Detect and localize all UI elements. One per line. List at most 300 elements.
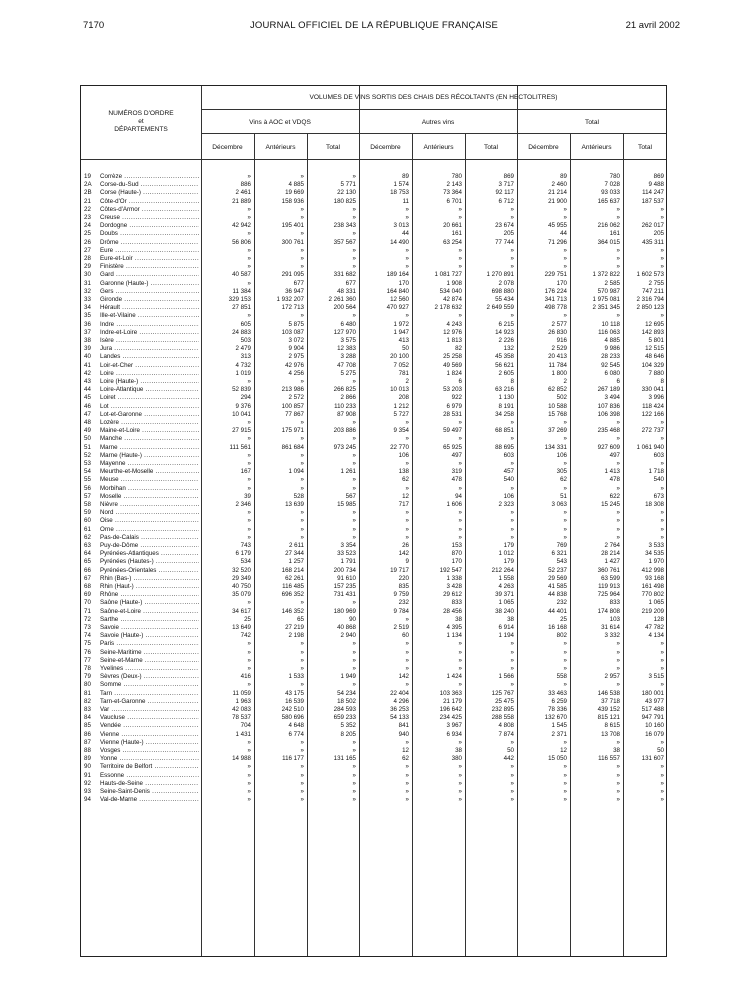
table-cell: 42 083 <box>232 706 251 713</box>
table-cell: 232 895 <box>491 706 514 713</box>
table-cell: » <box>405 738 409 746</box>
table-cell: 8 <box>660 378 664 385</box>
table-cell: 48 331 <box>337 287 356 295</box>
table-cell: 11 059 <box>232 689 251 697</box>
table-cell: » <box>405 681 409 689</box>
table-cell: » <box>352 312 356 320</box>
table-cell: » <box>616 771 620 779</box>
table-cell: 51 <box>560 492 567 500</box>
dept-name: Corrèze ..... <box>100 173 199 180</box>
dept-name: Pyrénées (Hautes-) ..... <box>100 558 199 565</box>
dept-code: 65 <box>84 558 91 566</box>
table-cell: » <box>660 214 664 221</box>
table-cell: 835 <box>398 583 409 590</box>
table-cell: 869 <box>653 173 664 180</box>
table-cell: 2 143 <box>446 181 462 189</box>
dept-name: Vienne (Haute-) ..... <box>100 739 199 746</box>
dept-name: Indre ..... <box>100 321 199 328</box>
table-row <box>81 239 201 246</box>
table-cell: 234 425 <box>439 714 462 722</box>
table-cell: 89 <box>402 173 409 180</box>
table-cell: 12 695 <box>645 320 664 328</box>
table-cell: 63 254 <box>443 238 462 246</box>
table-cell: 179 <box>503 542 514 549</box>
table-row <box>81 706 201 713</box>
table-cell: 1 545 <box>551 722 567 730</box>
table-cell: 6 712 <box>498 197 514 205</box>
table-cell: 7 052 <box>393 361 409 369</box>
table-row <box>81 173 201 180</box>
table-cell: » <box>405 615 409 623</box>
table-cell: 242 510 <box>281 706 304 713</box>
table-cell: » <box>352 771 356 779</box>
table-cell: » <box>458 648 462 656</box>
table-cell: 6 774 <box>288 730 304 738</box>
dept-code: 34 <box>84 304 91 312</box>
table-cell: 12 383 <box>337 345 356 353</box>
table-cell: 2 <box>563 378 567 385</box>
table-cell: 6 <box>616 378 620 385</box>
dept-code: 93 <box>84 788 91 795</box>
table-cell: » <box>458 779 462 787</box>
table-row <box>81 214 201 221</box>
table-cell: 2 371 <box>551 730 567 738</box>
table-row <box>81 526 201 533</box>
table-cell: » <box>458 525 462 533</box>
table-cell: 56 621 <box>495 361 514 369</box>
table-cell: » <box>458 255 462 262</box>
table-cell: 2 585 <box>604 279 620 287</box>
table-cell: » <box>300 255 304 262</box>
table-cell: 833 <box>609 599 620 607</box>
table-cell: 42 874 <box>443 296 462 303</box>
table-cell: 1 975 081 <box>592 296 620 303</box>
table-cell: » <box>510 312 514 320</box>
dept-name: Meurthe-et-Moselle ..... <box>100 468 199 475</box>
table-cell: » <box>616 763 620 771</box>
table-cell: » <box>510 419 514 426</box>
table-cell: 781 <box>398 369 409 377</box>
table-cell: 6 701 <box>446 197 462 205</box>
dept-name: Essonne ..... <box>100 772 199 779</box>
table-cell: 2 198 <box>288 632 304 640</box>
table-cell: 9 986 <box>604 345 620 353</box>
dept-code: 90 <box>84 763 91 771</box>
table-cell: 2 957 <box>604 673 620 681</box>
dept-code: 38 <box>84 337 91 344</box>
table-cell: 1 065 <box>648 599 664 607</box>
table-cell: 528 <box>293 492 304 500</box>
dept-name: Garonne (Haute-) ..... <box>100 280 199 287</box>
table-cell: » <box>405 205 409 213</box>
table-cell: 4 395 <box>446 624 462 631</box>
table-cell: 38 <box>507 615 514 623</box>
dept-name: Dordogne ..... <box>100 222 199 229</box>
table-cell: » <box>247 796 251 804</box>
table-row <box>81 714 201 721</box>
table-cell: 947 791 <box>641 714 664 722</box>
subcol-header: Antérieurs <box>265 144 296 151</box>
table-cell: 603 <box>503 451 514 459</box>
table-cell: » <box>352 665 356 672</box>
table-cell: » <box>660 419 664 426</box>
dept-name: Savoie ..... <box>100 624 199 631</box>
table-cell: 26 830 <box>548 328 567 336</box>
table-cell: » <box>405 763 409 771</box>
table-cell: 205 <box>503 230 514 238</box>
dept-name: Orne ..... <box>100 526 199 533</box>
table-cell: 26 <box>402 542 409 549</box>
dept-name: Moselle ..... <box>100 493 199 500</box>
dept-code: 51 <box>84 443 91 451</box>
table-cell: » <box>247 214 251 221</box>
table-row <box>81 739 201 746</box>
table-cell: 927 609 <box>597 443 620 451</box>
table-row <box>81 542 201 549</box>
table-cell: » <box>300 796 304 804</box>
table-row <box>81 222 201 229</box>
table-cell: » <box>405 525 409 533</box>
table-cell: » <box>300 230 304 238</box>
table-cell: » <box>660 460 664 467</box>
table-cell: 12 515 <box>645 345 664 353</box>
dept-name: Maine-et-Loire ..... <box>100 427 199 434</box>
table-cell: » <box>247 255 251 262</box>
table-cell: 2 226 <box>498 337 514 344</box>
table-cell: 742 <box>240 632 251 640</box>
table-cell: 31 614 <box>601 624 620 631</box>
table-cell: 38 240 <box>495 607 514 615</box>
table-cell: » <box>616 796 620 804</box>
table-cell: » <box>300 451 304 459</box>
table-cell: » <box>247 246 251 254</box>
table-cell: » <box>352 533 356 541</box>
table-cell: » <box>510 788 514 795</box>
table-cell: » <box>405 246 409 254</box>
table-cell: 142 <box>398 550 409 558</box>
dept-code: 83 <box>84 706 91 713</box>
table-cell: » <box>563 771 567 779</box>
dept-name: Vaucluse ..... <box>100 714 199 721</box>
table-cell: » <box>660 656 664 664</box>
table-row <box>81 435 201 442</box>
dept-name: Mayenne ..... <box>100 460 199 467</box>
table-cell: 543 <box>556 558 567 566</box>
table-cell: 29 612 <box>443 591 462 599</box>
dept-code: 54 <box>84 468 91 476</box>
table-cell: 9 488 <box>648 181 664 189</box>
table-cell: 2 <box>405 378 409 385</box>
table-row <box>81 345 201 352</box>
dept-name: Gironde ..... <box>100 296 199 303</box>
table-cell: » <box>405 509 409 517</box>
table-row <box>81 665 201 672</box>
table-row <box>81 181 201 188</box>
dept-code: 26 <box>84 238 91 246</box>
table-cell: 5 352 <box>340 722 356 730</box>
table-row <box>81 747 201 754</box>
table-cell: 27 915 <box>232 427 251 435</box>
dept-code: 64 <box>84 550 91 558</box>
dept-code: 25 <box>84 230 91 238</box>
table-cell: » <box>616 525 620 533</box>
table-cell: 25 258 <box>443 353 462 361</box>
table-cell: 922 <box>451 394 462 402</box>
table-cell: » <box>660 484 664 492</box>
dept-code: 57 <box>84 492 91 500</box>
table-cell: 10 160 <box>645 722 664 730</box>
dept-name: Pyrénées-Orientales ..... <box>100 567 199 574</box>
table-cell: 132 670 <box>544 714 567 722</box>
table-cell: » <box>300 419 304 426</box>
table-cell: 170 <box>398 279 409 287</box>
table-cell: » <box>458 533 462 541</box>
table-cell: 2 323 <box>498 501 514 508</box>
table-cell: 15 768 <box>548 410 567 418</box>
dept-code: 62 <box>84 533 91 541</box>
table-cell: 19 717 <box>390 566 409 574</box>
table-cell: » <box>458 517 462 525</box>
table-cell: 91 610 <box>337 574 356 582</box>
table-cell: 161 498 <box>641 583 664 590</box>
table-cell: 305 <box>556 468 567 476</box>
table-cell: 534 040 <box>439 287 462 295</box>
dept-name: Sarthe ..... <box>100 616 199 623</box>
dept-name: Territoire de Belfort ..... <box>100 763 199 770</box>
table-cell: » <box>660 771 664 779</box>
table-row <box>81 206 201 213</box>
table-cell: 16 079 <box>645 730 664 738</box>
dept-code: 66 <box>84 566 91 574</box>
table-cell: 43 175 <box>285 689 304 697</box>
dept-name: Tarn-et-Garonne ..... <box>100 698 199 705</box>
table-cell: 132 <box>503 345 514 353</box>
dept-code: 73 <box>84 624 91 631</box>
table-cell: 100 857 <box>281 402 304 410</box>
publication-date: 21 avril 2002 <box>625 20 680 31</box>
table-cell: 187 537 <box>641 197 664 205</box>
dept-name: Gers ..... <box>100 288 199 295</box>
table-cell: » <box>405 255 409 262</box>
table-cell: » <box>247 738 251 746</box>
table-cell: 815 121 <box>597 714 620 722</box>
table-cell: » <box>458 796 462 804</box>
table-cell: » <box>510 517 514 525</box>
table-cell: 704 <box>240 722 251 730</box>
dept-name: Yvelines ..... <box>100 665 199 672</box>
dept-code: 33 <box>84 296 91 303</box>
table-row <box>81 755 201 762</box>
table-cell: 49 569 <box>443 361 462 369</box>
dept-code: 37 <box>84 328 91 336</box>
dept-code: 27 <box>84 246 91 254</box>
table-cell: » <box>405 460 409 467</box>
table-cell: 40 750 <box>232 583 251 590</box>
table-cell: 2 261 360 <box>328 296 356 303</box>
dept-code: 35 <box>84 312 91 320</box>
dept-code: 67 <box>84 574 91 582</box>
dept-code: 77 <box>84 656 91 664</box>
table-cell: 52 839 <box>232 386 251 394</box>
dept-name: Tarn ..... <box>100 690 199 697</box>
table-cell: » <box>563 255 567 262</box>
table-cell: 725 964 <box>597 591 620 599</box>
table-cell: 22 770 <box>390 443 409 451</box>
table-cell: » <box>300 263 304 271</box>
table-cell: 146 352 <box>281 607 304 615</box>
table-cell: » <box>352 263 356 271</box>
table-cell: » <box>405 665 409 672</box>
table-row <box>81 493 201 500</box>
table-cell: 973 245 <box>333 443 356 451</box>
table-cell: 153 <box>451 542 462 549</box>
table-cell: 44 838 <box>548 591 567 599</box>
table-row <box>81 501 201 508</box>
table-cell: » <box>247 263 251 271</box>
table-cell: 2 611 <box>288 542 304 549</box>
table-row <box>81 296 201 303</box>
dept-code: 63 <box>84 542 91 549</box>
table-cell: 93 168 <box>645 574 664 582</box>
dept-code: 30 <box>84 271 91 279</box>
table-cell: » <box>510 509 514 517</box>
table-cell: 696 352 <box>281 591 304 599</box>
table-cell: » <box>510 779 514 787</box>
table-cell: 87 908 <box>337 410 356 418</box>
dept-code: 72 <box>84 615 91 623</box>
table-cell: 413 <box>398 337 409 344</box>
dept-name: Somme ..... <box>100 681 199 688</box>
table-cell: 27 851 <box>232 304 251 312</box>
wine-volumes-table <box>80 85 667 957</box>
dept-name: Vienne ..... <box>100 731 199 738</box>
table-row <box>81 312 201 319</box>
table-cell: » <box>352 738 356 746</box>
table-cell: 10 118 <box>601 320 620 328</box>
table-cell: » <box>247 640 251 648</box>
table-cell: 180 969 <box>333 607 356 615</box>
table-cell: 107 836 <box>597 402 620 410</box>
table-cell: » <box>405 796 409 804</box>
table-cell: 2 649 559 <box>486 304 514 312</box>
table-row <box>81 468 201 475</box>
table-cell: 62 <box>402 755 409 763</box>
table-cell: 172 713 <box>281 304 304 312</box>
table-row <box>81 657 201 664</box>
table-cell: » <box>352 230 356 238</box>
table-cell: » <box>660 796 664 804</box>
table-cell: » <box>510 255 514 262</box>
table-cell: » <box>247 681 251 689</box>
table-cell: » <box>616 788 620 795</box>
table-cell: » <box>352 460 356 467</box>
table-cell: » <box>510 656 514 664</box>
table-cell: 3 072 <box>288 337 304 344</box>
table-cell: » <box>616 312 620 320</box>
table-row <box>81 788 201 795</box>
table-cell: 38 <box>455 615 462 623</box>
table-cell: » <box>563 312 567 320</box>
table-cell: 11 <box>402 197 409 205</box>
table-cell: 28 214 <box>601 550 620 558</box>
table-cell: 1 602 573 <box>636 271 664 279</box>
group-header-aoc: Vins à AOC et VDQS <box>249 119 311 126</box>
table-cell: 5 727 <box>393 410 409 418</box>
table-cell: 677 <box>293 279 304 287</box>
table-cell: 6 480 <box>340 320 356 328</box>
table-cell: » <box>660 517 664 525</box>
table-cell: 18 753 <box>390 189 409 197</box>
table-cell: 833 <box>451 599 462 607</box>
table-cell: 360 761 <box>597 566 620 574</box>
dept-code: 22 <box>84 205 91 213</box>
dept-name: Val-de-Marne ..... <box>100 796 199 803</box>
table-cell: 4 134 <box>648 632 664 640</box>
table-cell: 3 717 <box>498 181 514 189</box>
table-cell: 8 615 <box>604 722 620 730</box>
dept-name: Hauts-de-Seine ..... <box>100 780 199 787</box>
table-cell: 36 947 <box>285 287 304 295</box>
table-cell: » <box>660 205 664 213</box>
table-cell: » <box>300 476 304 484</box>
table-cell: 22 130 <box>337 189 356 197</box>
table-cell: » <box>352 763 356 771</box>
table-cell: 34 535 <box>645 550 664 558</box>
table-row <box>81 403 201 410</box>
dept-code: 2A <box>84 181 92 189</box>
table-cell: » <box>563 788 567 795</box>
table-cell: 673 <box>653 492 664 500</box>
table-cell: » <box>563 681 567 689</box>
table-cell: 2 519 <box>393 624 409 631</box>
table-cell: » <box>510 681 514 689</box>
table-cell: 802 <box>556 632 567 640</box>
table-cell: » <box>563 738 567 746</box>
table-cell: 235 468 <box>597 427 620 435</box>
table-cell: » <box>660 525 664 533</box>
page-header <box>0 20 748 34</box>
table-cell: » <box>563 419 567 426</box>
dept-name: Landes ..... <box>100 353 199 360</box>
table-cell: » <box>247 533 251 541</box>
table-cell: » <box>458 656 462 664</box>
table-cell: 33 463 <box>548 689 567 697</box>
table-cell: » <box>616 484 620 492</box>
table-cell: 103 087 <box>281 328 304 336</box>
table-cell: 442 <box>503 755 514 763</box>
table-cell: 291 095 <box>281 271 304 279</box>
table-cell: » <box>247 771 251 779</box>
table-cell: 284 593 <box>333 706 356 713</box>
table-cell: 3 996 <box>648 394 664 402</box>
table-cell: » <box>247 312 251 320</box>
table-cell: » <box>247 460 251 467</box>
table-cell: 9 354 <box>393 427 409 435</box>
table-cell: » <box>563 435 567 443</box>
table-cell: » <box>405 419 409 426</box>
table-cell: » <box>300 779 304 787</box>
table-cell: » <box>563 205 567 213</box>
table-cell: 103 <box>609 615 620 623</box>
table-cell: 42 942 <box>232 222 251 230</box>
table-cell: 158 936 <box>281 197 304 205</box>
dept-code: 86 <box>84 730 91 738</box>
divider <box>201 133 666 134</box>
table-cell: » <box>563 796 567 804</box>
dept-name: Loire-Atlantique ..... <box>100 386 199 393</box>
table-cell: » <box>616 263 620 271</box>
table-cell: 6 <box>458 378 462 385</box>
